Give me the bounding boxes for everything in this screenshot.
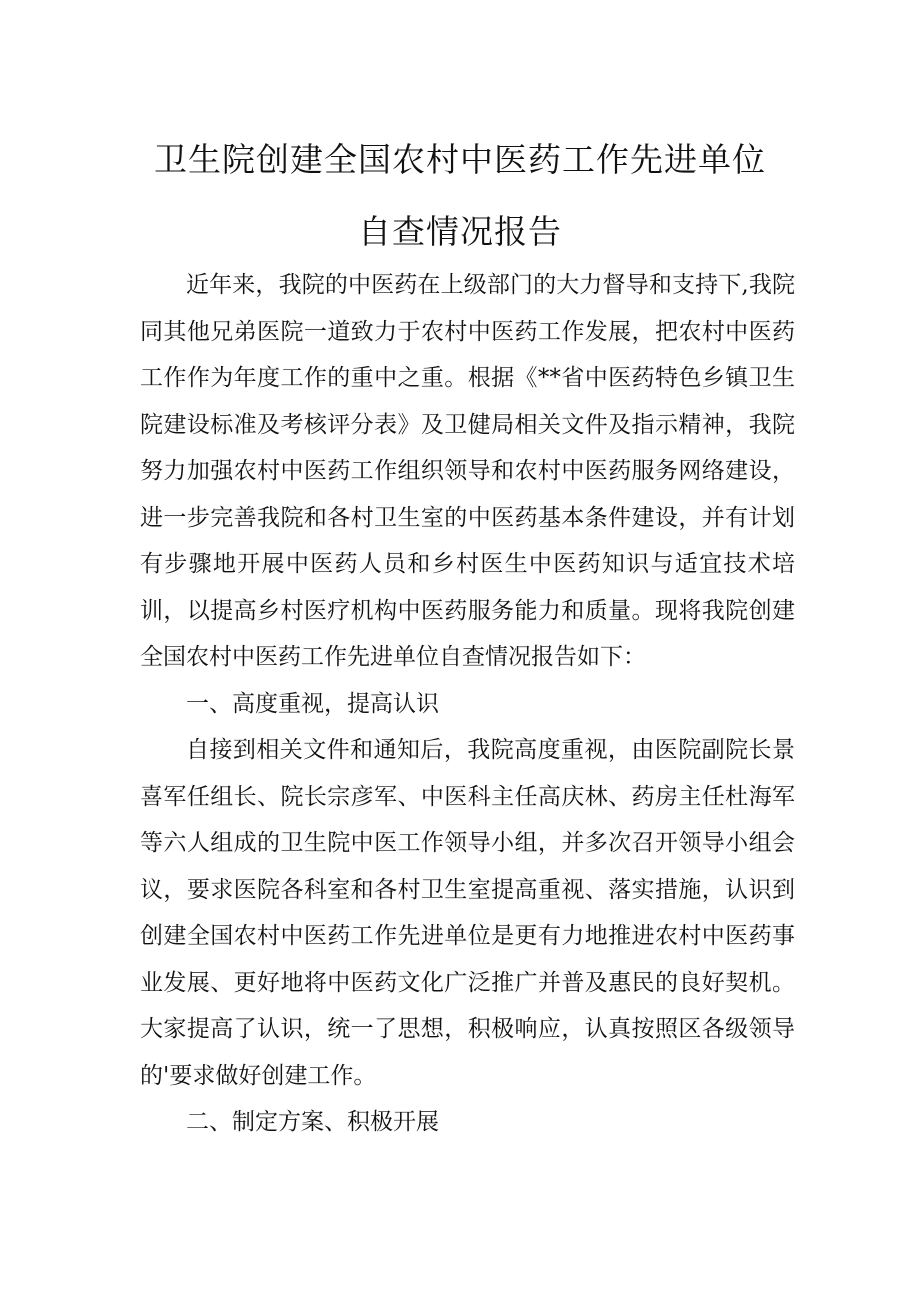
document-title-line-1: 卫生院创建全国农村中医药工作先进单位	[154, 140, 766, 179]
intro-paragraph: 近年来，我院的中医药在上级部门的大力督导和支持下,我院同其他兄弟医院一道致力于农村中医药工作发展，把农村中医药工作作为年度工作的重中之重。根据《**省中医药特色乡镇卫生院建设标准及考核评分表》及卫健局相关文件及指示精神，我院努力加强农村中医药工作组织领导和农村中医药服务网络建设，进一步完善我院和各村卫生室的中医药基本条件建设，并有计划有步骤地开展中医药人员和乡村医生中医药知识与适宜技术培训，以提高乡村医疗机构中医药服务能力和质量。现将我院创建全国农村中医药工作先进单位自查情况报告如下：	[140, 272, 795, 670]
document-title-line-2: 自查情况报告	[358, 212, 562, 251]
document-body	[140, 262, 795, 1146]
section-1-heading: 一、高度重视，提高认识	[186, 690, 439, 717]
section-2-heading: 二、制定方案、积极开展	[186, 1109, 439, 1135]
section-1-paragraph: 自接到相关文件和通知后，我院高度重视，由医院副院长景喜军任组长、院长宗彦军、中医科主任高庆林、药房主任杜海军等六人组成的卫生院中医工作领导小组，并多次召开领导小组会议，要求医院各科室和各村卫生室提高重视、落实措施，认识到创建全国农村中医药工作先进单位是更有力地推进农村中医药事业发展、更好地将中医药文化广泛推广并普及惠民的良好契机。大家提高了认识，统一了思想，积极响应，认真按照区各级领导的'要求做好创建工作。	[140, 737, 795, 1089]
